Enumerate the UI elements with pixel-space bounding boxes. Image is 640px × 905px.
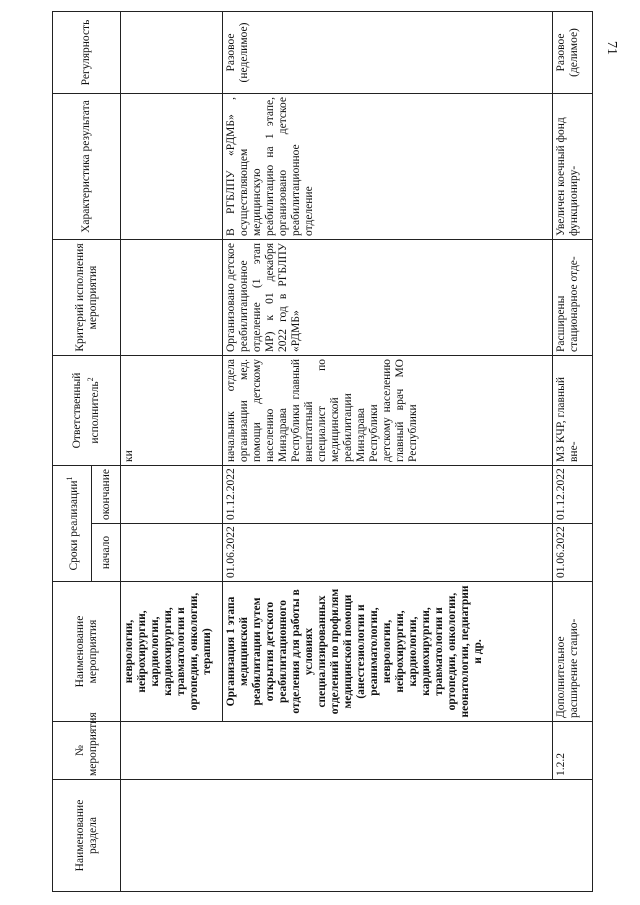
header-event-name: Наименование мероприятия (53, 582, 121, 722)
cell-result: В РГБЛПУ «РДМБ» , осуществляющем медицинскую реабилитацию на 1 этапе, организовано детское реабилитационное отделение (223, 94, 553, 240)
cell-name: Организация 1 этапа медицинской реабилитации путем открытия детского реабилитационного отделения для работы в условиях специализированных отделений по профилям медицинской помощи (анестезиологии и реаниматологии, неврологии, нейрохирургии, кардиологии, кардиохирургии, травматологии и ортопедии, онкологии, неонатологии, педиатрии и др. (223, 582, 553, 722)
cell-regularity: Разовое (неделимое) (223, 12, 553, 94)
header-terms-sup: 1 (65, 476, 75, 481)
cell-start (121, 524, 223, 582)
cell-regularity (121, 12, 223, 94)
header-terms-label: Сроки реализации (67, 480, 80, 571)
header-terms-end: окончание (92, 466, 121, 524)
cell-section (121, 780, 593, 892)
header-result: Характеристика результата (53, 94, 121, 240)
header-event-no: № мероприятия (53, 722, 121, 780)
header-responsible-sup: 2 (86, 377, 96, 382)
header-regularity: Регулярность (53, 12, 121, 94)
cell-end: 01.12.2022 (553, 466, 593, 524)
page-number: 71 (604, 41, 619, 55)
cell-name: Дополнительное расширение стацио- (553, 582, 593, 722)
cell-criterion (121, 240, 223, 356)
header-section-name: Наименование раздела (53, 780, 121, 892)
cell-responsible: ки (121, 356, 223, 466)
header-terms (53, 466, 92, 582)
cell-number: 1.2.2 (553, 722, 593, 780)
header-terms-start: начало (92, 524, 121, 582)
rotated-table-container (52, 12, 622, 892)
cell-start: 01.06.2022 (223, 524, 553, 582)
cell-result: Увеличен коечный фонд функциониру- (553, 94, 593, 240)
cell-name: неврологии, нейрохирургии, кардиологии, кардиохирургии, травматологии и ортопедии, онкологии, терапии) (121, 582, 223, 722)
table-row (121, 12, 223, 892)
header-criterion: Критерий исполнения мероприятия (53, 240, 121, 356)
cell-criterion: Расширены стационарное отде- (553, 240, 593, 356)
cell-responsible: МЗ КЧР, главный вне- (553, 356, 593, 466)
cell-start: 01.06.2022 (553, 524, 593, 582)
header-responsible (53, 356, 121, 466)
cell-number (121, 722, 553, 780)
cell-result (121, 94, 223, 240)
header-responsible-label: Ответственный исполнитель (71, 372, 101, 449)
cell-criterion: Организовано детское реабилитационное отделение (1 этап МР) к 01 декабря 2022 год в РГБЛПУ «РДМБ» (223, 240, 553, 356)
cell-responsible: начальник отдела организации мед. помощи детскому населению Минздрава Республики главный внештатный специалист по медицинской реабилитации Минздрава Республики детскому населению главный врач МО Республики (223, 356, 553, 466)
cell-end: 01.12.2022 (223, 466, 553, 524)
cell-regularity: Разовое (делимое) (553, 12, 593, 94)
table-row (553, 12, 593, 892)
events-table (52, 11, 593, 892)
cell-end (121, 466, 223, 524)
